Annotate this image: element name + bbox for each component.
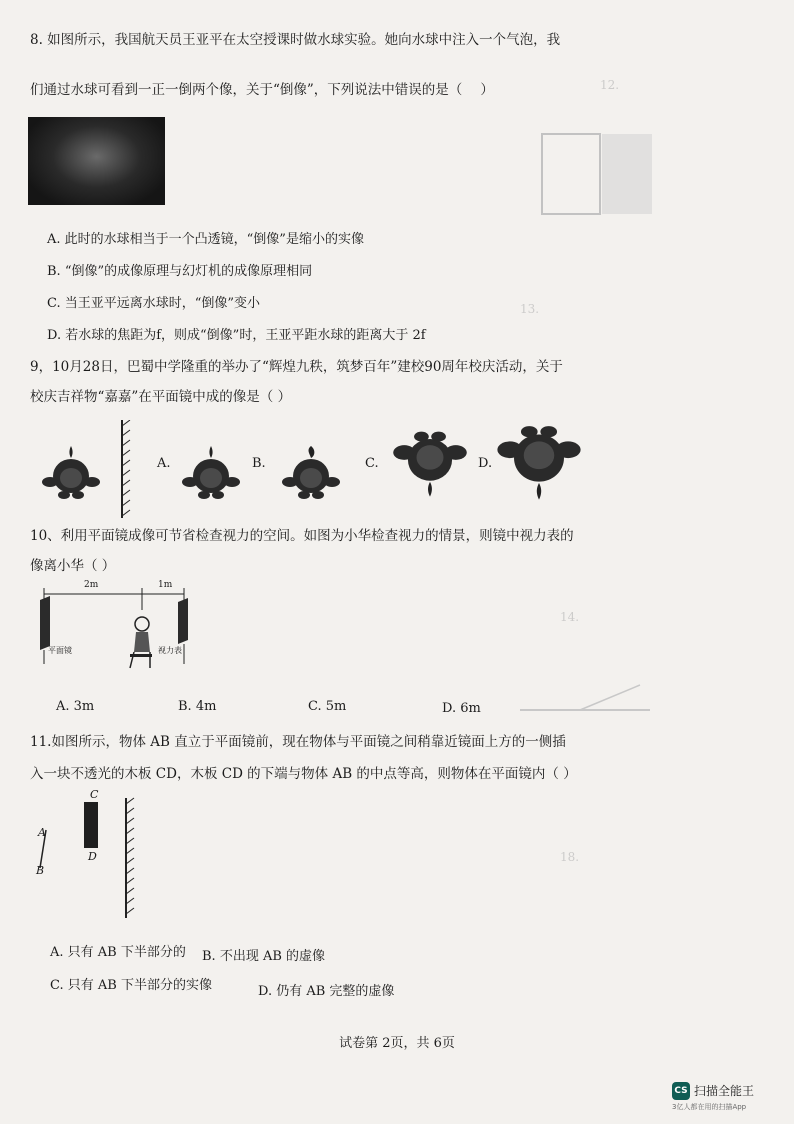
q11-stem-line1: 11.如图所示，物体 AB 直立于平面镜前，现在物体与平面镜之间稍靠近镜面上方的一侧插: [30, 734, 566, 750]
mascot-object-figure: [40, 440, 102, 502]
bleed-through-figure: [540, 130, 660, 220]
q10-option-d: D. 6m: [442, 701, 481, 716]
q9-option-b-label: B.: [252, 456, 266, 471]
distance-2m-label: 2m: [84, 580, 99, 590]
point-b-label: B: [36, 864, 45, 877]
distance-1m-label: 1m: [158, 580, 173, 590]
q11-option-d: D. 仍有 AB 完整的虚像: [258, 984, 395, 999]
q8-stem-line1: 8. 如图所示，我国航天员王亚平在太空授课时做水球实验。她向水球中注入一个气泡，我: [30, 32, 561, 48]
page-footer: 试卷第 2页，共 6页: [339, 1036, 455, 1051]
q9-option-a-label: A.: [157, 456, 171, 471]
q11-stem-line2: 入一块不透光的木板 CD，木板 CD 的下端与物体 AB 的中点等高，则物体在平面镜内（ ）: [30, 766, 577, 782]
q11-option-a: A. 只有 AB 下半部分的: [50, 945, 186, 960]
q8-option-c: C. 当王亚平远离水球时，“倒像”变小: [47, 296, 261, 311]
bleed-through-text: 18.: [560, 850, 580, 864]
q10-stem-line1: 10、利用平面镜成像可节省检查视力的空间。如图为小华检查视力的情景，则镜中视力表的: [30, 528, 574, 544]
bleed-through-text: 12.: [600, 78, 620, 92]
q10-option-c: C. 5m: [308, 699, 347, 714]
point-c-label: C: [90, 788, 99, 801]
scanner-slogan: 3亿人都在用的扫描App: [672, 1103, 747, 1111]
q11-option-b: B. 不出现 AB 的虚像: [202, 949, 326, 964]
bleed-through-figure: [520, 680, 660, 720]
q9-option-c-figure: [392, 428, 468, 504]
q8-option-a: A. 此时的水球相当于一个凸透镜，“倒像”是缩小的实像: [47, 232, 364, 247]
q8-option-d: D. 若水球的焦距为f，则成“倒像”时，王亚平距水球的距离大于 2f: [47, 328, 426, 343]
q9-option-b-figure: [280, 440, 342, 502]
q10-option-b: B. 4m: [178, 699, 217, 714]
q9-stem-line1: 9，10月28日，巴蜀中学隆重的举办了“辉煌九秩，筑梦百年”建校90周年校庆活动，关于: [30, 359, 563, 375]
bleed-through-text: 13.: [520, 302, 540, 316]
q9-plane-mirror: [118, 420, 132, 520]
point-a-label: A: [38, 826, 46, 839]
water-ball-photo: [28, 117, 165, 205]
scanner-watermark: [672, 1080, 782, 1114]
point-d-label: D: [88, 850, 97, 863]
q8-option-b: B. “倒像”的成像原理与幻灯机的成像原理相同: [47, 264, 313, 279]
q11-option-c: C. 只有 AB 下半部分的实像: [50, 978, 212, 993]
scanner-logo-icon: CS: [672, 1082, 690, 1100]
vision-test-diagram: [34, 580, 194, 690]
scanner-app-name: 扫描全能王: [694, 1084, 755, 1098]
q9-stem-line2: 校庆吉祥物“嘉嘉”在平面镜中成的像是（ ）: [30, 389, 292, 405]
q9-option-d-label: D.: [478, 456, 493, 471]
q9-option-a-figure: [180, 440, 242, 502]
eye-chart-label: 视力表: [158, 646, 182, 655]
q9-option-d-figure: [496, 422, 582, 508]
plane-mirror-label: 平面镜: [48, 646, 72, 655]
q10-stem-line2: 像离小华（ ）: [30, 558, 116, 574]
q9-option-c-label: C.: [365, 456, 379, 471]
bleed-through-text: 14.: [560, 610, 580, 624]
q8-stem-line2: 们通过水球可看到一正一倒两个像，关于“倒像”，下列说法中错误的是（ ）: [30, 82, 494, 98]
q10-option-a: A. 3m: [56, 699, 95, 714]
